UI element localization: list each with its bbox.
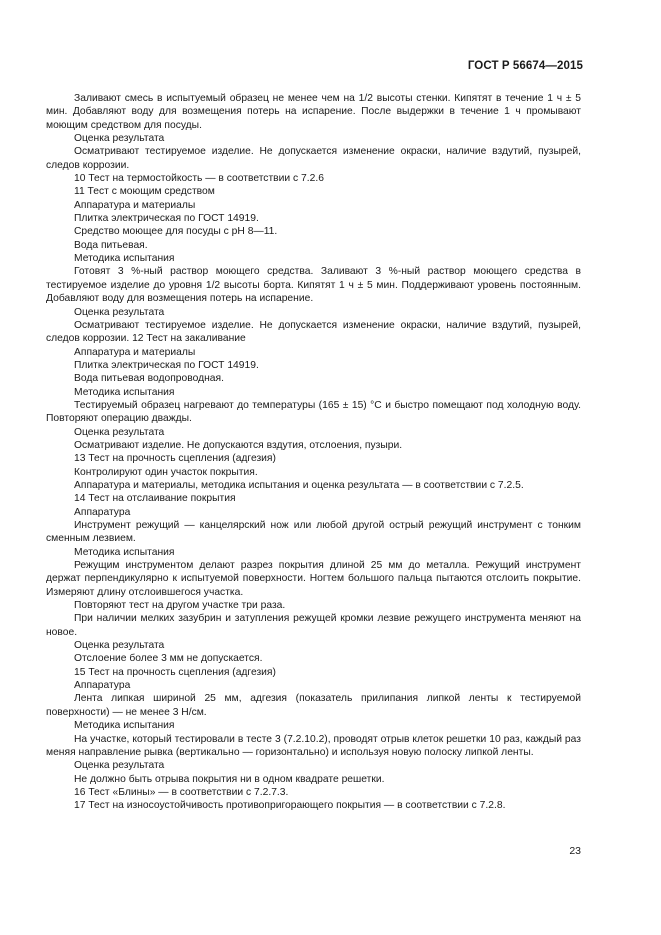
paragraph: Оценка результата — [74, 640, 165, 652]
paragraph: Методика испытания — [74, 253, 175, 265]
paragraph: Инструмент режущий — канцелярский нож или любой другой острый режущий инструмент с тонким сменным лезвием. — [46, 520, 581, 545]
paragraph: 14 Тест на отслаивание покрытия — [74, 493, 236, 505]
paragraph: Отслоение более 3 мм не допускается. — [74, 653, 263, 665]
paragraph: Осматривают изделие. Не допускаются вздутия, отслоения, пузыри. — [74, 439, 403, 451]
paragraph: Средство моющее для посуды с рН 8—11. — [74, 226, 278, 238]
paragraph: Методика испытания — [74, 720, 175, 732]
paragraph: Повторяют тест на другом участке три раза. — [74, 600, 286, 612]
paragraph: Аппаратура — [74, 506, 131, 518]
paragraph: Оценка результата — [74, 306, 165, 318]
paragraph: Аппаратура и материалы — [74, 199, 196, 211]
paragraph: Аппаратура и материалы, методика испытания и оценка результата — в соответствии с 7.2.5. — [74, 479, 524, 491]
paragraph: 15 Тест на прочность сцепления (адгезия) — [74, 666, 276, 678]
paragraph: Вода питьевая водопроводная. — [74, 373, 224, 385]
paragraph: 13 Тест на прочность сцепления (адгезия) — [74, 453, 276, 465]
paragraph: Осматривают тестируемое изделие. Не допускается изменение окраски, наличие вздутий, пузырей, следов коррозии. — [46, 146, 581, 171]
paragraph: 17 Тест на износоустойчивость противопригорающего покрытия — в соответствии с 7.2.8. — [74, 800, 506, 812]
paragraph: Вода питьевая. — [74, 239, 148, 251]
paragraph: При наличии мелких зазубрин и затупления режущей кромки лезвие режущего инструмента меняют на новое. — [46, 613, 581, 638]
paragraph: Лента липкая шириной 25 мм, адгезия (показатель прилипания липкой ленты к тестируемой поверхности) — не менее 3 Н/см. — [46, 693, 581, 718]
paragraph: 16 Тест «Блины» — в соответствии с 7.2.7.3. — [74, 786, 289, 798]
paragraph: Тестируемый образец нагревают до температуры (165 ± 15) °С и быстро помещают под холодную воду. Повторяют операцию дважды. — [46, 399, 581, 425]
document-body — [46, 92, 581, 813]
paragraph: Осматривают тестируемое изделие. Не допускается изменение окраски, наличие вздутий, пузырей, следов коррозии. 12 Тест на закаливание — [46, 319, 581, 345]
paragraph: Оценка результата — [74, 760, 165, 772]
page-number: 23 — [569, 845, 581, 857]
document-header-code: ГОСТ Р 56674—2015 — [467, 60, 583, 72]
paragraph: Заливают смесь в испытуемый образец не менее чем на 1/2 высоты стенки. Кипятят в течение 1 ч ± 5 мин. Добавляют воду для возмещения потерь на испарение. После выдержки в течение 1 ч промывают моющим средством для посуды. — [46, 93, 581, 131]
paragraph: Оценка результата — [74, 133, 165, 145]
paragraph: Готовят 3 %-ный раствор моющего средства. Заливают 3 %-ный раствор моющего средства в тестируемое изделие до уровня 1/2 высоты борта. Кипятят 1 ч ± 5 мин. Поддерживают уровень постоянным. Добавляют воду для возмещения потерь на испарение. — [46, 266, 581, 305]
paragraph: 10 Тест на термостойкость — в соответствии с 7.2.6 — [74, 173, 324, 185]
paragraph: Не должно быть отрыва покрытия ни в одном квадрате решетки. — [74, 773, 385, 785]
paragraph: 11 Тест с моющим средством — [74, 186, 215, 198]
paragraph: На участке, который тестировали в тесте 3 (7.2.10.2), проводят отрыв клеток решетки 10 раз, каждый раз меняя направление рывка (вертикально — горизонтально) и используя новую полоску липкой ленты. — [46, 733, 581, 758]
paragraph: Аппаратура — [74, 680, 131, 692]
paragraph: Плитка электрическая по ГОСТ 14919. — [74, 213, 259, 225]
paragraph: Методика испытания — [74, 386, 175, 398]
paragraph: Аппаратура и материалы — [74, 346, 196, 358]
paragraph: Плитка электрическая по ГОСТ 14919. — [74, 359, 259, 371]
paragraph: Оценка результата — [74, 426, 165, 438]
paragraph: Режущим инструментом делают разрез покрытия длиной 25 мм до металла. Режущий инструмент держат перпендикулярно к испытуемой поверхности. Ногтем большого пальца пытаются отслоить покрытие. Измеряют длину отслоившегося участка. — [46, 560, 581, 598]
paragraph: Контролируют один участок покрытия. — [74, 466, 258, 478]
paragraph: Методика испытания — [74, 546, 175, 558]
